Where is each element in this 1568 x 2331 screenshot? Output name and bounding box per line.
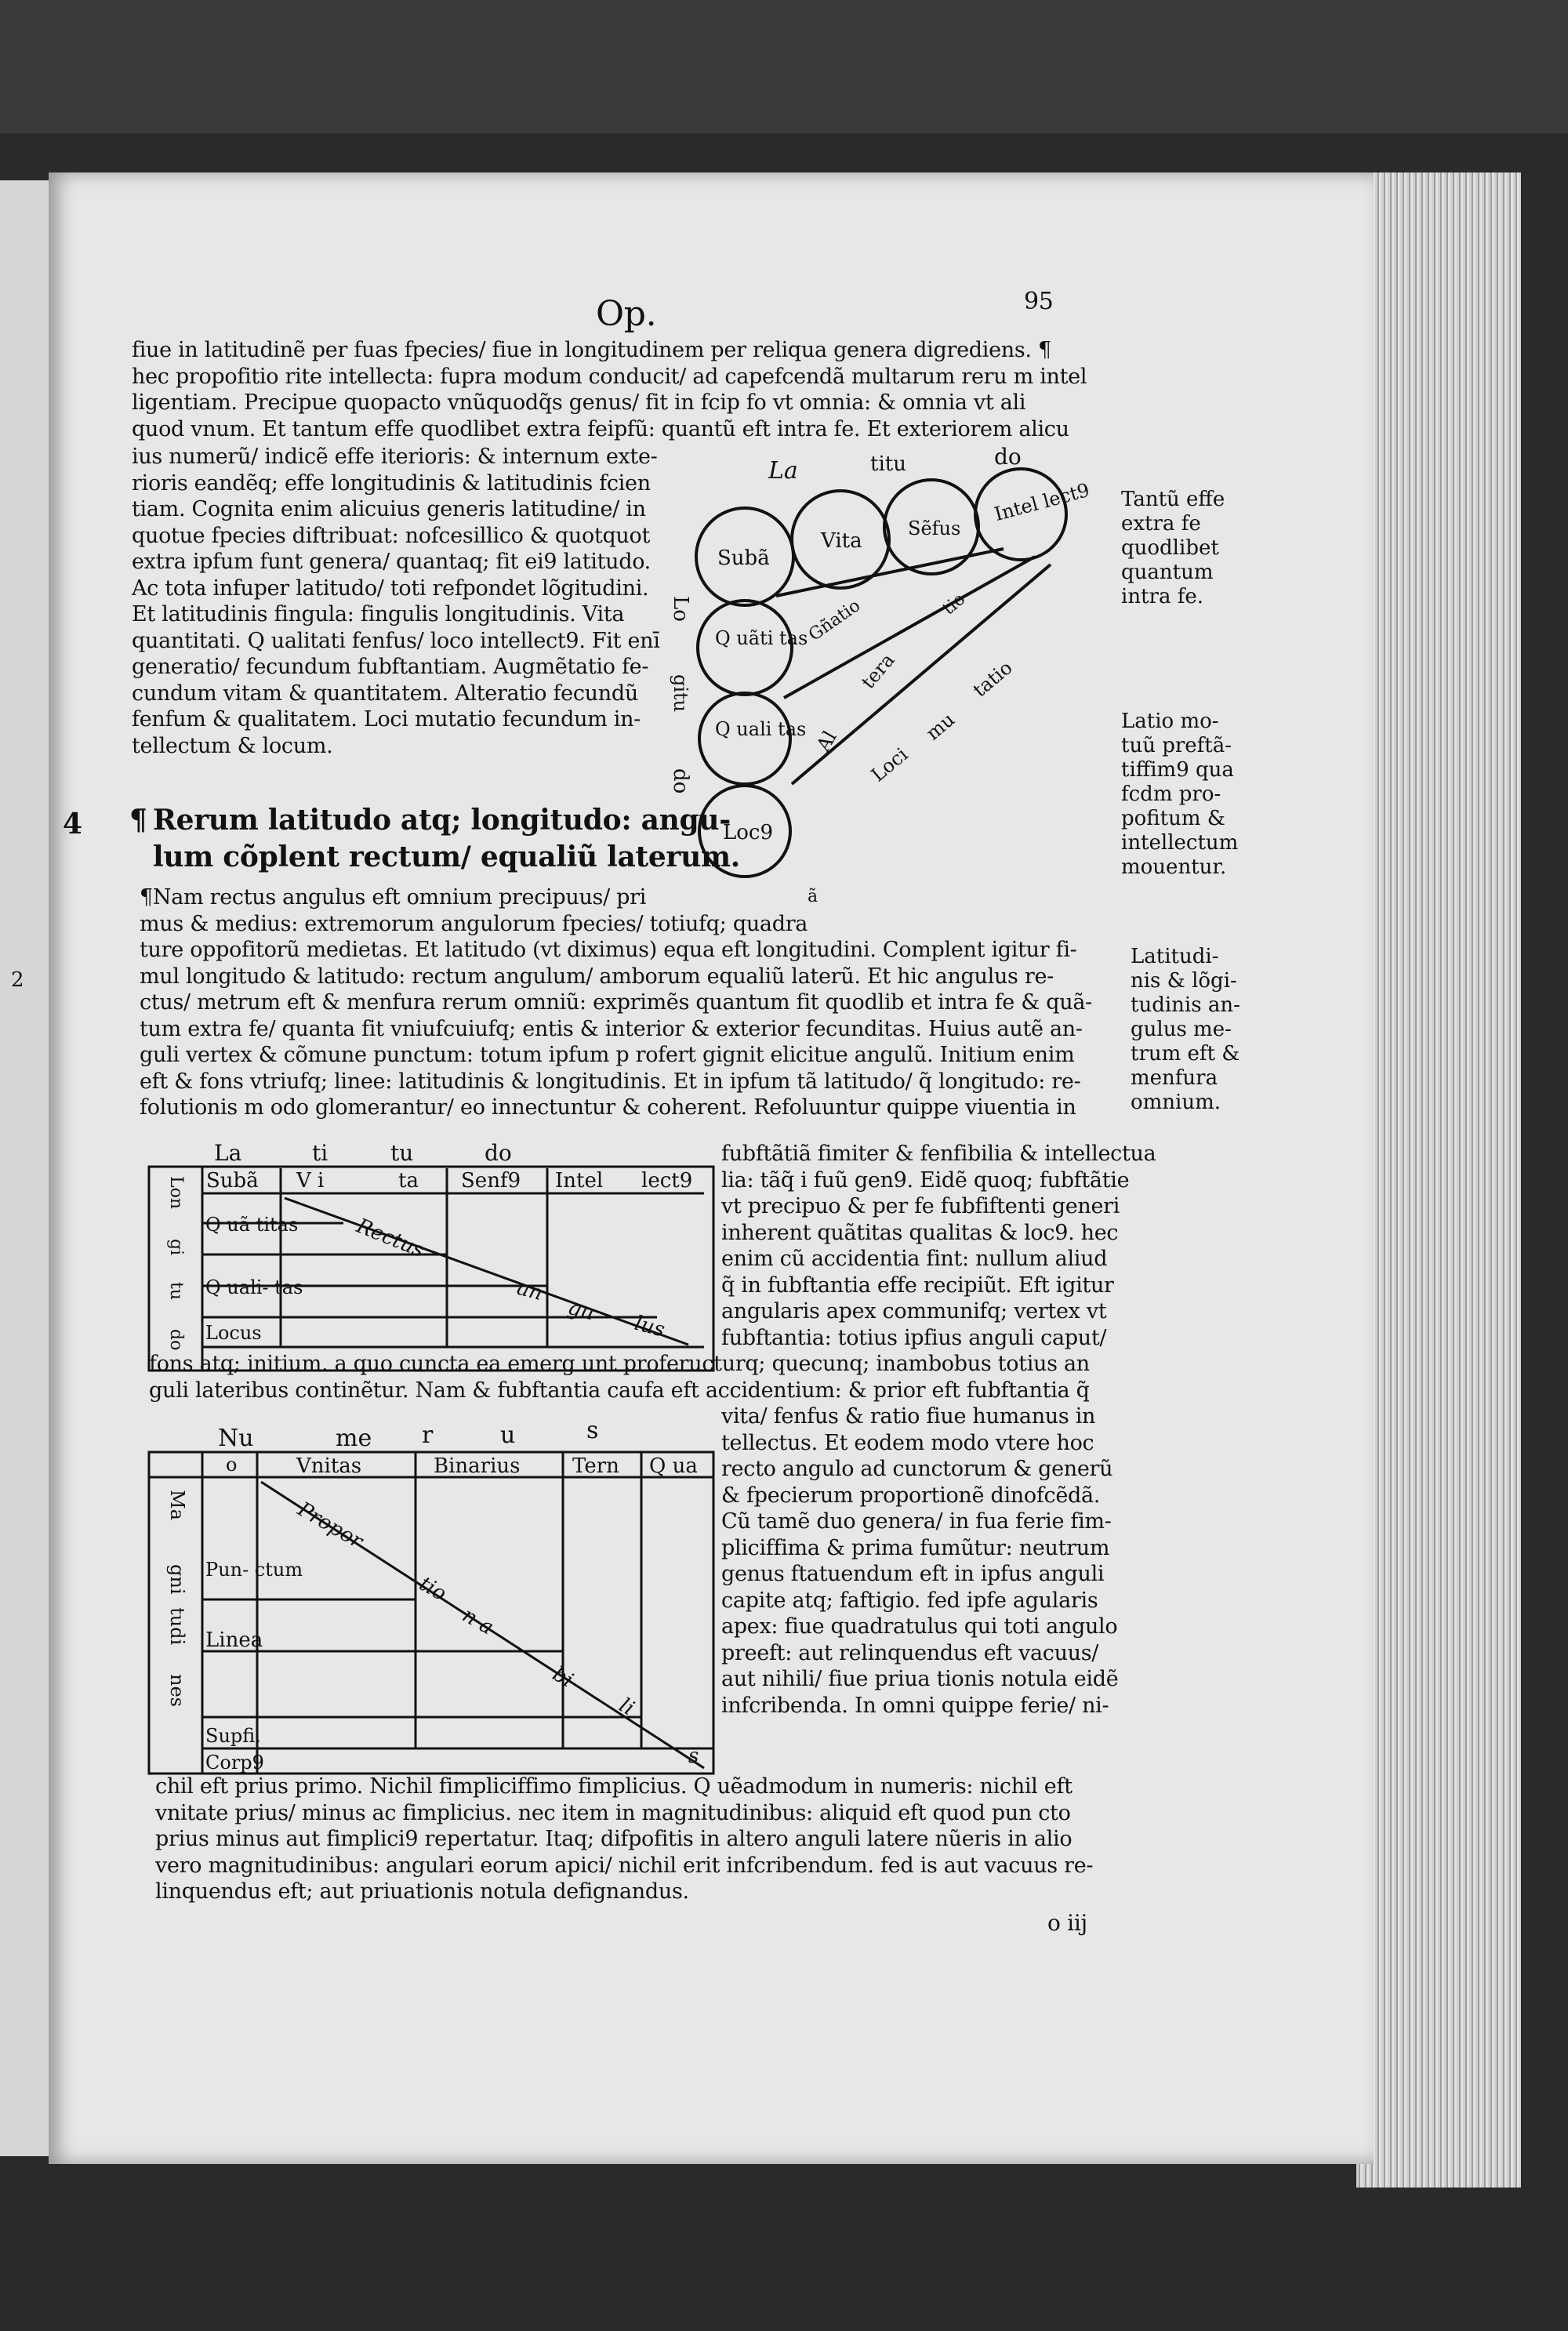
text-line: pliciffima & prima fumũtur: neutrum <box>721 1535 1110 1560</box>
text-line: lia: tãq̃ i fuũ gen9. Eidẽ quoq; fubftãtie <box>721 1167 1130 1193</box>
table2-diag-s: s <box>688 1745 699 1768</box>
table1-diag-rectus: Rectus <box>353 1214 428 1263</box>
margin-line: Latitudi- <box>1131 945 1219 968</box>
table2-side-nes: nes <box>166 1674 188 1707</box>
margin-line: mouentur. <box>1121 855 1227 879</box>
diagonal-label-tio: tio <box>938 589 970 619</box>
text-line: aut nihili/ fiue priua tionis notula eidẽ <box>721 1667 1119 1691</box>
table2-side-ma: Ma <box>166 1490 188 1520</box>
bottom-paragraph <box>155 1774 1135 1905</box>
margin-line: intellectum <box>1121 831 1239 855</box>
right-column-upper <box>721 1141 1156 1351</box>
diagram-side-do: do <box>669 768 692 794</box>
intro-text <box>132 337 1127 442</box>
table-numerus-magnitudines <box>140 1419 720 1780</box>
margin-line: extra fe <box>1121 512 1201 536</box>
text-line: fenfum & qualitatem. Loci mutatio fecundum in- <box>132 707 641 732</box>
text-line: tum extra fe/ quanta fit vniufcuiufq; entis & interior & exterior fecunditas. Huius autẽ an- <box>140 1016 1083 1041</box>
table2-top-u: u <box>500 1421 516 1449</box>
margin-note-1 <box>1121 488 1225 609</box>
table1-top-do: do <box>485 1140 512 1166</box>
table1-top-ti: ti <box>312 1140 328 1166</box>
table2-row-punctum: Pun- ctum <box>205 1559 303 1581</box>
text-line: preeft: aut relinquendus eft vacuus/ <box>721 1640 1099 1665</box>
table2-col-binarius: Binarius <box>434 1454 521 1478</box>
table2-diag-tio: tio <box>415 1572 451 1607</box>
text-line: quotue fpecies diftribuat: nofcesillico & quotquot <box>132 523 651 548</box>
table2-top-r: r <box>422 1421 434 1449</box>
text-line: recto angulo ad cunctorum & generũ <box>721 1457 1113 1481</box>
left-page-edge <box>0 180 49 2156</box>
text-line: infcribenda. In omni quippe ferie/ ni- <box>721 1693 1109 1718</box>
diagonal-line <box>776 549 1004 596</box>
text-line: fubftãtiã fimiter & fenfibilia & intellectua <box>721 1142 1156 1166</box>
text-line: tiam. Cognita enim alicuius generis latitudine/ in <box>132 497 646 521</box>
table2-diag-na: n a <box>458 1603 498 1640</box>
table1-col-vi: V i <box>296 1169 325 1193</box>
table2-row-corpus: Corp9 <box>205 1752 264 1774</box>
margin-line: Tantũ effe <box>1121 488 1225 511</box>
circle-label-qualitas: Q uali tas <box>715 718 807 740</box>
table2-side-tudi: tudi <box>166 1607 188 1646</box>
text-line: cundum vitam & quantitatem. Alteratio fecundũ <box>132 681 638 706</box>
table1-top-la: La <box>214 1140 242 1166</box>
table2-diag-bi: bi <box>548 1662 578 1693</box>
text-line: tellectus. Et eodem modo vtere hoc <box>721 1430 1094 1455</box>
table2-row-superficies: Supfi. <box>205 1725 261 1747</box>
circle-label-vita: Vita <box>821 529 862 553</box>
proposition-line-2: lum cõplent rectum/ equaliũ laterum. <box>153 841 740 873</box>
margin-line: fcdm pro- <box>1121 782 1221 806</box>
margin-line: quodlibet <box>1121 536 1219 560</box>
table2-top-s: s <box>586 1419 599 1444</box>
text-line: chil eft prius primo. Nichil fimpliciffimo fimplicius. Q uẽadmodum in numeris: nichil eft <box>155 1774 1073 1799</box>
diagram-top-do: do <box>994 444 1022 470</box>
margin-line: tiffim9 qua <box>1121 758 1234 782</box>
table1-side-lon: Lon <box>166 1176 186 1210</box>
diagonal-label-tera: tera <box>857 648 899 693</box>
margin-note-3 <box>1131 945 1240 1115</box>
text-line: tellectum & locum. <box>132 733 333 758</box>
text-line: vita/ fenfus & ratio fiue humanus in <box>721 1404 1096 1429</box>
margin-line: gulus me- <box>1131 1018 1232 1041</box>
margin-line: menfura <box>1131 1066 1218 1090</box>
table1-col-intel: Intel <box>555 1169 604 1193</box>
text-line: guli lateribus continẽtur. Nam & fubftantia caufa eft accidentium: & prior eft fubftantia q̃ <box>149 1378 1090 1403</box>
diagram-side-lo: Lo <box>669 596 692 622</box>
circle-label-quantitas: Q uãti tas <box>715 627 808 649</box>
text-line: & fpecierum proportionẽ dinofcẽdã. <box>721 1483 1101 1508</box>
margin-line: nis & lõgi- <box>1131 969 1237 993</box>
table1-top-tu: tu <box>390 1140 414 1166</box>
diagram-side-gitu: gitu <box>670 674 691 713</box>
table2-col-quaternarius: Q ua <box>649 1454 698 1478</box>
diagonal-label-generatio: Gñatio <box>805 596 865 645</box>
text-line: angularis apex communifq; vertex vt <box>721 1299 1107 1323</box>
right-column-lower <box>721 1403 1129 1719</box>
margin-line: tudinis an- <box>1131 993 1240 1017</box>
text-line: quod vnum. Et tantum effe quodlibet extra feipfũ: quantũ eft intra fe. Et exteriorem alicu <box>132 416 1069 441</box>
table2-row-linea: Linea <box>205 1628 263 1652</box>
text-line: rioris eandẽq; effe longitudinis & latitudinis fcien <box>132 470 651 496</box>
text-line: fiue in latitudinẽ per fuas fpecies/ fiue in longitudinem per reliqua genera digrediens. ¶ <box>132 338 1051 362</box>
table1-diag-an: an <box>514 1276 546 1306</box>
text-line: guli vertex & cõmune punctum: totum ipfum p rofert gignit elicitue angulũ. Initium enim <box>140 1043 1075 1067</box>
signature-mark: o iij <box>1047 1910 1087 1936</box>
text-line: genus ftatuendum eft in ipfus anguli <box>721 1562 1105 1586</box>
folio-number: 95 <box>1024 288 1054 315</box>
margin-line: pofitum & <box>1121 807 1225 830</box>
left-text-block <box>132 444 681 759</box>
text-line: eft & fons vtriufq; linee: latitudinis & longitudinis. Et in ipfum tã latitudo/ q̃ longitudo: re- <box>140 1069 1081 1094</box>
table1-row-quantitas: Q uã titas <box>205 1214 299 1236</box>
diagram-corner-mark: ã <box>808 887 818 906</box>
margin-line: Latio mo- <box>1121 710 1219 733</box>
text-line: ius numerũ/ indicẽ effe iterioris: & internum exte- <box>132 445 658 469</box>
table2-col-vnitas: Vnitas <box>296 1454 362 1478</box>
margin-line: tuũ preftã- <box>1121 734 1232 757</box>
text-line: hec propofitio rite intellecta: fupra modum conducit/ ad capefcendã multarum reru m intel <box>132 364 1087 389</box>
circle-label-locus: Loc9 <box>723 821 774 844</box>
text-line: ligentiam. Precipue quopacto vnũquodq̃s genus/ fit in fcip fo vt omnia: & omnia vt ali <box>132 390 1026 415</box>
margin-note-2 <box>1121 710 1238 880</box>
table1-col-substantia: Subã <box>206 1169 259 1193</box>
table1-side-do: do <box>166 1329 186 1351</box>
text-line: vnitate prius/ minus ac fimplicius. nec item in magnitudinibus: aliquid eft quod pun cto <box>155 1800 1071 1825</box>
main-paragraph <box>140 884 1120 1121</box>
text-line: Cũ tamẽ duo genera/ in fua ferie fim- <box>721 1509 1112 1534</box>
table2-col-ternarius: Tern <box>572 1454 619 1478</box>
proposition-number: 4 <box>63 808 82 841</box>
margin-line: trum eft & <box>1131 1042 1240 1066</box>
table2-side-gni: gni <box>166 1564 188 1595</box>
text-line: prius minus aut fimplici9 repertatur. Itaq; difpofitis in altero anguli latere nũeris in alio <box>155 1827 1073 1851</box>
text-line: extra ipfum funt genera/ quantaq; fit ei9 latitudo. <box>132 550 651 574</box>
text-line: capite atq; faftigio. fed ipfe agularis <box>721 1588 1098 1613</box>
table1-row-qualitas: Q uali- tas <box>205 1276 303 1298</box>
diagram-top-la: La <box>768 457 798 485</box>
text-line: enim cũ accidentia fint: nullum aliud <box>721 1247 1108 1271</box>
table1-side-gi: gi <box>166 1239 186 1256</box>
circle-diagram <box>659 439 1121 925</box>
text-line: fubftantia: totius ipfius anguli caput/ <box>721 1325 1107 1350</box>
table1-diag-lus: lus <box>632 1311 668 1342</box>
table1-row-locus: Locus <box>205 1322 262 1344</box>
text-line: ¶Nam rectus angulus eft omnium precipuus/ pri <box>140 885 647 910</box>
circle-label-substantia: Subã <box>717 546 770 570</box>
table2-col-zero: o <box>226 1454 238 1476</box>
text-line: vt precipuo & per fe fubfiftenti generi <box>721 1194 1120 1218</box>
text-line: mul longitudo & latitudo: rectum angulum/ amborum equaliũ laterũ. Et hic angulus re- <box>140 964 1054 989</box>
table2-diag-li: li <box>615 1694 638 1721</box>
running-title: Op. <box>596 294 657 334</box>
table1-diag-gu: gu <box>565 1295 597 1326</box>
text-line: quantitati. Q ualitati fenfus/ loco intellect9. Fit enī <box>132 628 660 653</box>
diagonal-label-al: Al <box>811 727 841 755</box>
text-line: generatio/ fecundum fubftantiam. Augmẽtatio fe- <box>132 655 649 679</box>
table1-col-sensus: Senf9 <box>461 1169 521 1193</box>
diagonal-label-mu: mu <box>921 708 960 745</box>
diagram-top-titu: titu <box>870 452 906 476</box>
circle-label-intellectus: Intel lect9 <box>992 478 1092 526</box>
table2-top-me: me <box>336 1425 372 1452</box>
table-latitudo-longitudo <box>140 1137 720 1380</box>
text-line: inherent quãtitas qualitas & loc9. hec <box>721 1220 1119 1245</box>
diagonal-label-loci: Loci <box>866 743 913 786</box>
text-line: linquendus eft; aut priuationis notula defignandus. <box>155 1879 689 1904</box>
text-line: ture oppofitorũ medietas. Et latitudo (vt diximus) equa eft longitudini. Complent igitur fi- <box>140 938 1077 962</box>
text-line: q̃ in fubftantia effe recipiũt. Eft igitur <box>721 1273 1114 1298</box>
text-line: mus & medius: extremorum angulorum fpecies/ totiufq; quadra <box>140 911 808 936</box>
margin-line: intra fe. <box>1121 585 1203 608</box>
proposition-pilcrow: ¶ <box>129 804 147 837</box>
table2-top-nu: Nu <box>218 1425 254 1452</box>
table2-diag-propor: Propor <box>293 1498 367 1554</box>
proposition-line-1: Rerum latitudo atq; longitudo: angu- <box>153 804 731 837</box>
text-line: vero magnitudinibus: angulari eorum apici/ nichil erit infcribendum. fed is aut vacuus re- <box>155 1853 1094 1878</box>
table1-side-tu: tu <box>166 1282 186 1301</box>
table1-col-ta: ta <box>398 1169 419 1193</box>
margin-line: quantum <box>1121 561 1214 584</box>
gutter-mark: 2 <box>11 968 24 992</box>
page-fore-edge <box>1356 172 1521 2188</box>
text-line: Et latitudinis fingula: fingulis longitudinis. Vita <box>132 602 625 626</box>
text-line: fons atq; initium. a quo cuncta ea emerg unt proferucturq; quecunq; inambobus totius an <box>149 1352 1090 1376</box>
margin-line: omnium. <box>1131 1091 1221 1114</box>
text-line: apex: fiue quadratulus qui toti angulo <box>721 1614 1118 1639</box>
table1-col-lectus: lect9 <box>641 1169 693 1193</box>
diagonal-label-tatio: tatio <box>968 656 1017 702</box>
text-line: folutionis m odo glomerantur/ eo innectuntur & coherent. Refoluuntur quippe viuentia in <box>140 1095 1076 1120</box>
text-line: ctus/ metrum eft & menfura rerum omniũ: exprimẽs quantum fit quodlib et intra fe & quã- <box>140 990 1092 1015</box>
text-line: Ac tota infuper latitudo/ toti refpondet lõgitudini. <box>132 575 649 601</box>
circle-label-sensus: Sẽfus <box>908 517 961 539</box>
